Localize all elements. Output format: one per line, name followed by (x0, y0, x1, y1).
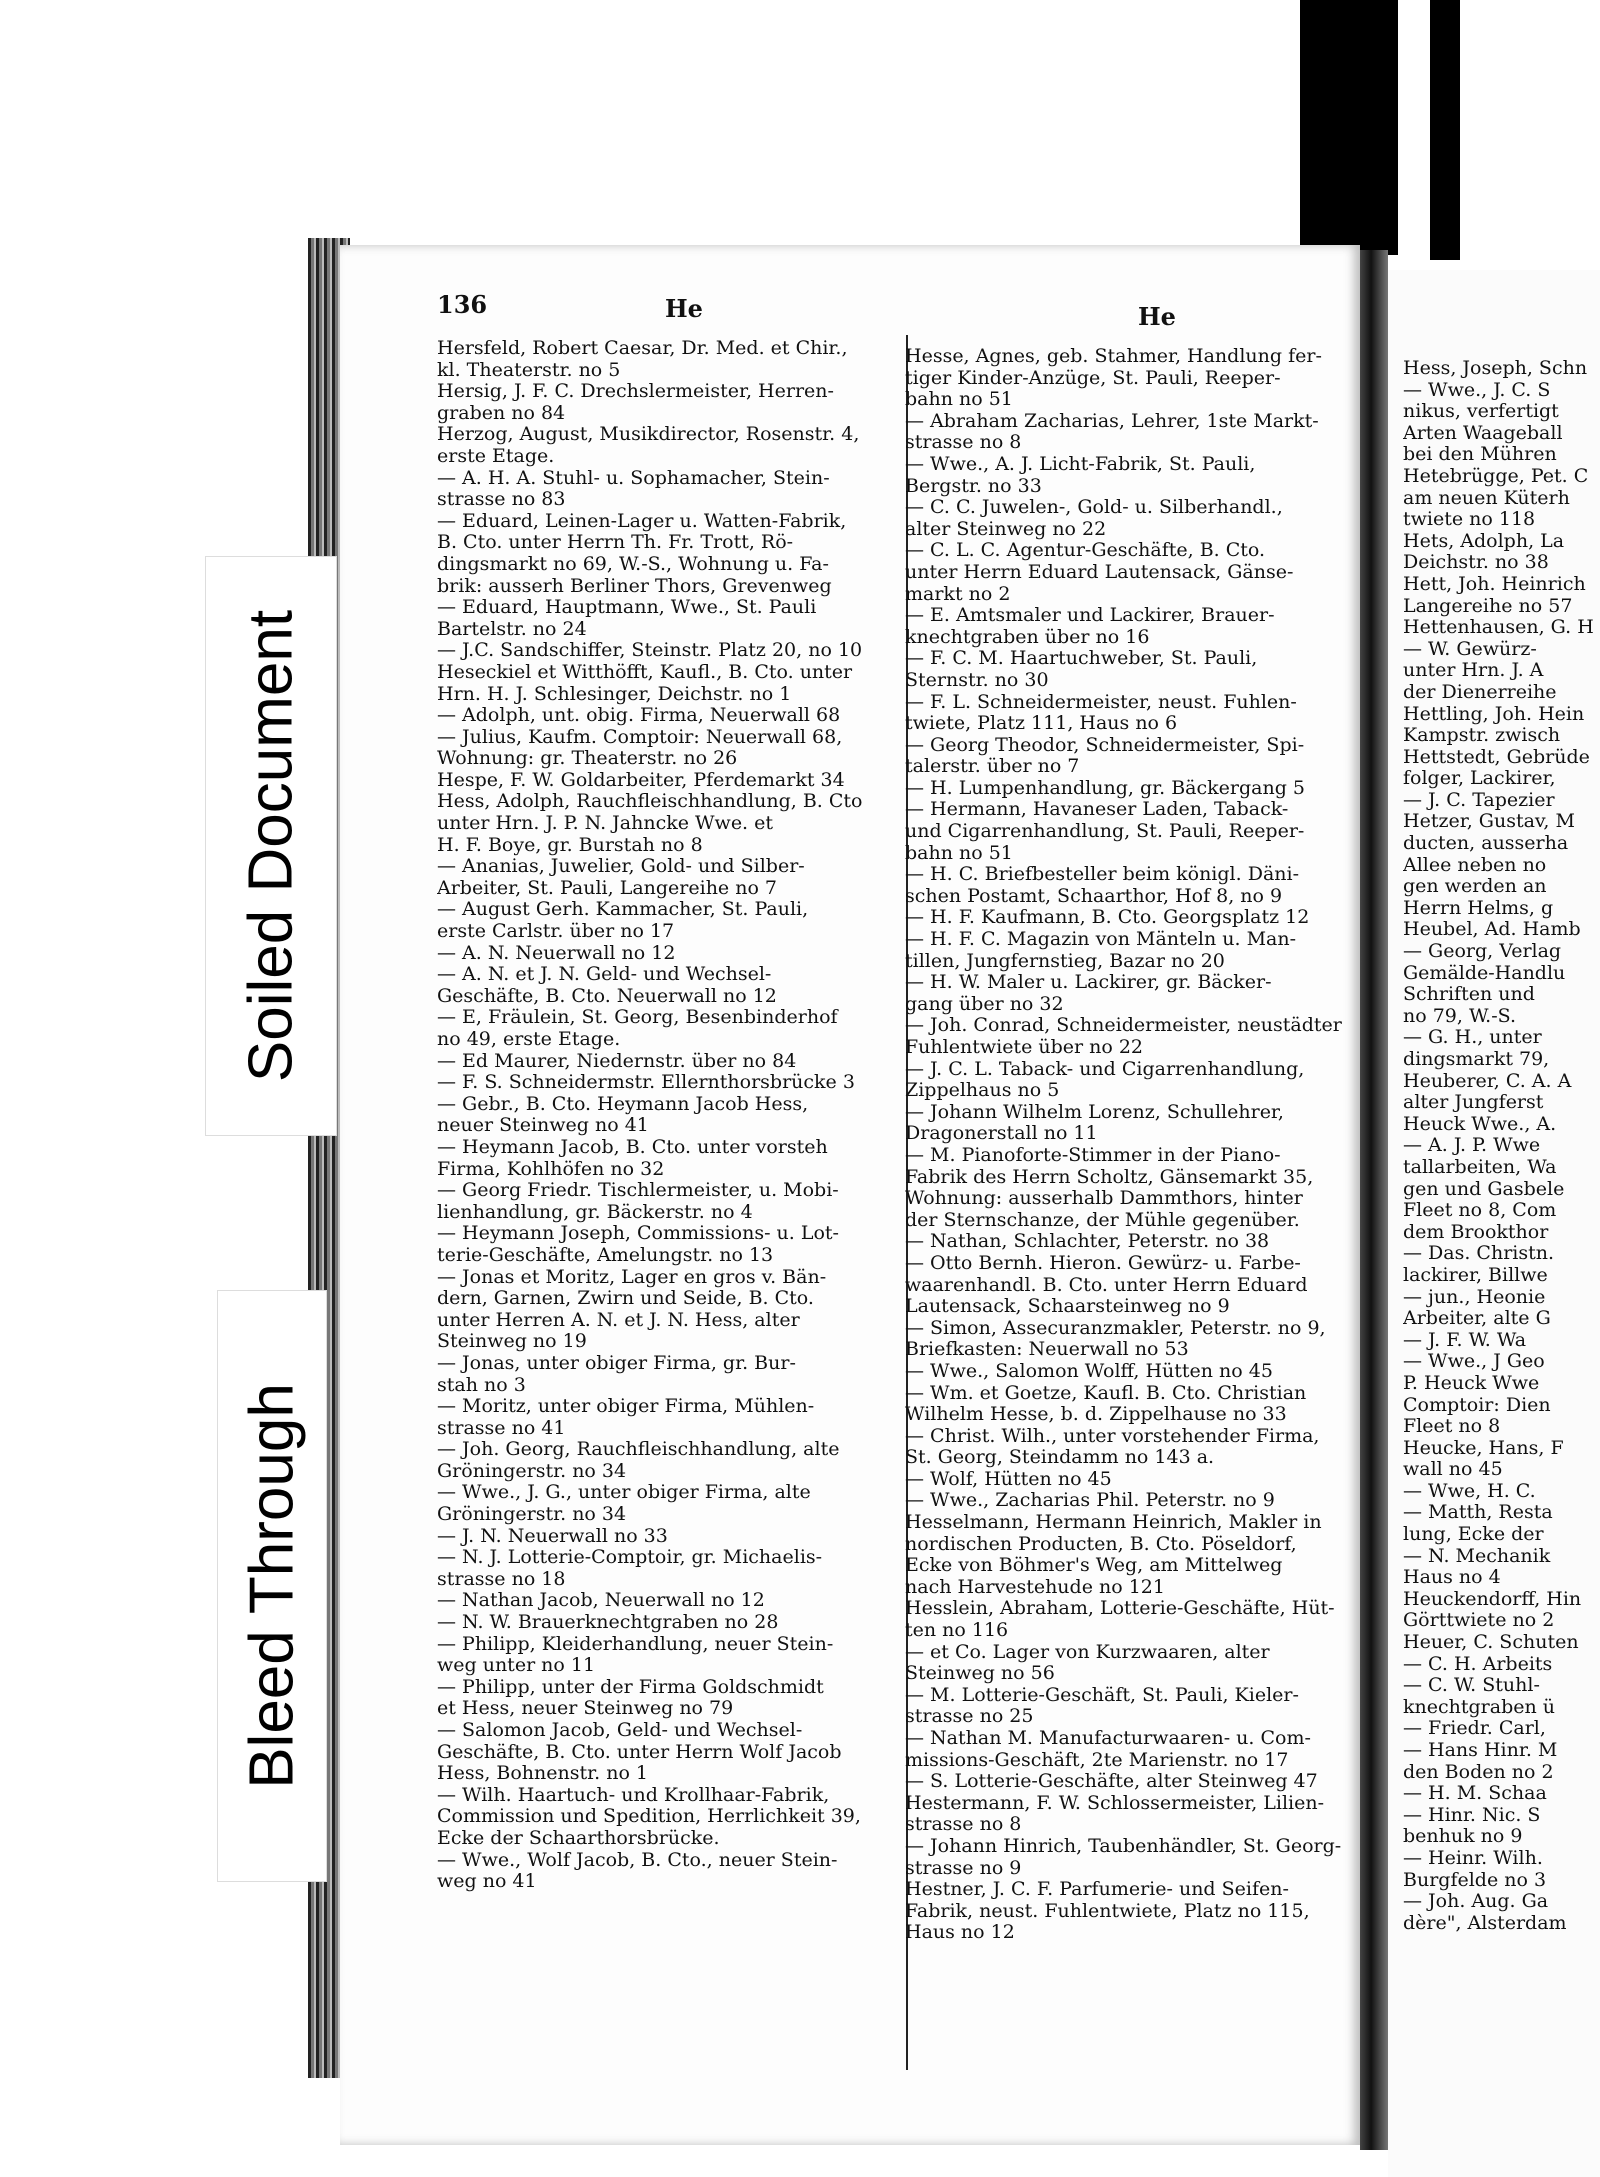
entry-line: Haus no 4 (1403, 1567, 1501, 1589)
entry-line: unter Hrn. J. A (1403, 660, 1544, 682)
entry-line: nordischen Producten, B. Cto. Pöseldorf, (905, 1533, 1297, 1555)
entry-line: — Abraham Zacharias, Lehrer, 1ste Markt- (905, 410, 1319, 432)
entry-line: — Nathan, Schlachter, Peterstr. no 38 (905, 1231, 1270, 1253)
entry-line: — H. C. Briefbesteller beim königl. Däni- (905, 864, 1299, 886)
entry-line: Hersig, J. F. C. Drechslermeister, Herren- (437, 381, 834, 403)
entry-line: Fuhlentwiete über no 22 (905, 1037, 1144, 1058)
left-column (437, 338, 897, 1893)
entry-line: Dragonerstall no 11 (905, 1123, 1098, 1145)
entry-line: — Moritz, unter obiger Firma, Mühlen- (437, 1396, 815, 1418)
entry-line: — Heymann Jacob, B. Cto. unter vorsteh (437, 1136, 828, 1158)
entry-line: Arbeiter, alte G (1403, 1308, 1551, 1330)
entry-line: — Heinr. Wilh. (1403, 1847, 1543, 1869)
entry-line: — A. J. P. Wwe (1403, 1135, 1541, 1157)
entry-line: — Das. Christn. (1403, 1243, 1555, 1265)
entry-line: knechtgraben über no 16 (905, 626, 1150, 648)
entry-line: waarenhandl. B. Cto. unter Herrn Eduard (905, 1274, 1308, 1296)
entry-line: Hett, Joh. Heinrich (1403, 573, 1586, 595)
entry-line: schen Postamt, Schaarthor, Hof 8, no 9 (905, 885, 1283, 907)
entry-line: weg unter no 11 (437, 1655, 596, 1677)
entry-line: — jun., Heonie (1403, 1286, 1546, 1308)
right-column (905, 346, 1357, 1944)
entry-line: — Simon, Assecuranzmakler, Peterstr. no 9, (905, 1317, 1326, 1339)
entry-line: — Adolph, unt. obig. Firma, Neuerwall 68 (437, 705, 841, 727)
entry-line: erste Etage. (437, 445, 555, 467)
entry-line: et Hess, neuer Steinweg no 79 (437, 1698, 734, 1720)
entry-line: Heseckiel et Witthöfft, Kaufl., B. Cto. unter (437, 661, 853, 683)
entry-line: Hesselmann, Hermann Heinrich, Makler in (905, 1512, 1322, 1534)
entry-line: — J. F. W. Wa (1403, 1329, 1527, 1351)
entry-line: wall no 45 (1403, 1459, 1503, 1481)
entry-line: dingsmarkt 79, (1403, 1049, 1550, 1070)
entry-line: Gemälde-Handlu (1403, 962, 1566, 984)
entry-line: strasse no 8 (905, 1814, 1022, 1836)
entry-line: — Joh. Aug. Ga (1403, 1891, 1549, 1913)
entry-line: — Georg Friedr. Tischlermeister, u. Mobi- (437, 1180, 839, 1202)
entry-line: — F. C. M. Haartuchweber, St. Pauli, (905, 648, 1258, 670)
entry-line: — Ananias, Juwelier, Gold- und Silber- (437, 856, 805, 878)
entry-line: Fleet no 8, Com (1403, 1200, 1557, 1222)
entry-line: — Joh. Conrad, Schneidermeister, neustädter (905, 1015, 1342, 1037)
entry-line: bahn no 51 (905, 389, 1013, 411)
entry-line: Comptoir: Dien (1403, 1394, 1551, 1416)
entry-line: — A. N. et J. N. Geld- und Wechsel- (437, 964, 772, 986)
entry-line: twiete no 118 (1403, 509, 1536, 531)
entry-line: ten no 116 (905, 1620, 1009, 1642)
entry-line: Fleet no 8 (1403, 1416, 1501, 1438)
entry-line: — Matth, Resta (1403, 1502, 1553, 1524)
entry-line: erste Carlstr. über no 17 (437, 921, 675, 943)
entry-line: strasse no 8 (905, 432, 1022, 454)
entry-line: Ecke von Böhmer's Weg, am Mittelweg (905, 1555, 1283, 1577)
soiled-document-tag (205, 556, 337, 1136)
entry-line: Hess, Joseph, Schn (1403, 358, 1588, 379)
entry-line: Burgfelde no 3 (1403, 1869, 1547, 1891)
entry-line: gang über no 32 (905, 993, 1064, 1015)
entry-line: — Joh. Georg, Rauchfleischhandlung, alte (437, 1439, 840, 1461)
entry-line: — F. L. Schneidermeister, neust. Fuhlen- (905, 691, 1297, 713)
entry-line: — Wwe., J. G., unter obiger Firma, alte (437, 1482, 811, 1504)
entry-line: kl. Theaterstr. no 5 (437, 359, 621, 381)
entry-line: talerstr. über no 7 (905, 756, 1080, 778)
entry-line: folger, Lackirer, (1403, 768, 1556, 790)
entry-line: — Otto Bernh. Hieron. Gewürz- u. Farbe- (905, 1252, 1301, 1274)
entry-line: — A. N. Neuerwall no 12 (437, 942, 676, 964)
entry-line: Arbeiter, St. Pauli, Langereihe no 7 (437, 877, 778, 899)
entry-line: — E, Fräulein, St. Georg, Besenbinderhof (437, 1007, 838, 1029)
entry-line: — N. W. Brauerknechtgraben no 28 (437, 1612, 779, 1634)
entry-line: Hesslein, Abraham, Lotterie-Geschäfte, Hüt- (905, 1598, 1335, 1620)
entry-line: Hess, Adolph, Rauchfleischhandlung, B. Cto (437, 791, 863, 813)
entry-line: — Wilh. Haartuch- und Krollhaar-Fabrik, (437, 1784, 830, 1806)
entry-line: — Hermann, Havaneser Laden, Taback- (905, 799, 1289, 821)
entry-line: — C. W. Stuhl- (1403, 1675, 1540, 1697)
entry-line: no 79, W.-S. (1403, 1005, 1517, 1027)
entry-line: strasse no 83 (437, 489, 566, 511)
entry-line: dem Brookthor (1403, 1221, 1549, 1243)
entry-line: unter Herrn Eduard Lautensack, Gänse- (905, 561, 1294, 583)
entry-line: — Wwe., Wolf Jacob, B. Cto., neuer Stein- (437, 1849, 838, 1871)
entry-line: — Wwe., J Geo (1403, 1351, 1545, 1373)
entry-line: und Cigarrenhandlung, St. Pauli, Reeper- (905, 821, 1305, 843)
entry-line: P. Heuck Wwe (1403, 1372, 1540, 1394)
entry-line: dern, Garnen, Zwirn und Seide, B. Cto. (437, 1288, 814, 1310)
entry-line: — Nathan M. Manufacturwaaren- u. Com- (905, 1728, 1311, 1749)
entry-line: Gröningerstr. no 34 (437, 1460, 627, 1482)
entry-line: Fabrik, neust. Fuhlentwiete, Platz no 115, (905, 1900, 1310, 1922)
bleed-through-label: Bleed Through (237, 1383, 307, 1789)
entry-line: twiete, Platz 111, Haus no 6 (905, 713, 1178, 735)
entry-line: — Wwe., Zacharias Phil. Peterstr. no 9 (905, 1490, 1275, 1512)
entry-line: Sternstr. no 30 (905, 669, 1049, 691)
entry-line: knechtgraben ü (1403, 1696, 1555, 1718)
entry-line: Langereihe no 57 (1403, 595, 1573, 617)
entry-line: Allee neben no (1403, 854, 1547, 876)
entry-line: strasse no 9 (905, 1857, 1022, 1879)
right-black-bar (1430, 0, 1460, 260)
entry-line: — Wwe, H. C. (1403, 1480, 1536, 1502)
entry-line: lackirer, Billwe (1403, 1264, 1548, 1286)
page-number: 136 (437, 290, 488, 319)
entry-line: Haus no 12 (905, 1922, 1015, 1944)
entry-line: lienhandlung, gr. Bäckerstr. no 4 (437, 1201, 753, 1223)
page-header-left: He (665, 294, 703, 323)
entry-line: — S. Lotterie-Geschäfte, alter Steinweg 47 (905, 1771, 1318, 1793)
entry-line: lung, Ecke der (1403, 1524, 1544, 1546)
entry-line: Hesse, Agnes, geb. Stahmer, Handlung fer- (905, 346, 1322, 367)
entry-line: Heuckendorff, Hin (1403, 1588, 1582, 1610)
entry-line: Steinweg no 56 (905, 1663, 1055, 1685)
entry-line: gen und Gasbele (1403, 1178, 1565, 1200)
entry-line: strasse no 25 (905, 1706, 1034, 1728)
entry-line: am neuen Küterh (1403, 487, 1570, 509)
entry-line: brik: ausserh Berliner Thors, Grevenweg (437, 575, 832, 597)
entry-line: markt no 2 (905, 583, 1011, 605)
entry-line: no 49, erste Etage. (437, 1029, 621, 1050)
entry-line: Kampstr. zwisch (1403, 725, 1561, 747)
entry-line: benhuk no 9 (1403, 1826, 1523, 1848)
entry-line: Herrn Helms, g (1403, 897, 1554, 919)
entry-line: der Sternschanze, der Mühle gegenüber. (905, 1209, 1300, 1231)
entry-line: unter Hrn. J. P. N. Jahncke Wwe. et (437, 813, 774, 835)
entry-line: Ecke der Schaarthorsbrücke. (437, 1827, 720, 1849)
entry-line: Herzog, August, Musikdirector, Rosenstr. 4, (437, 424, 860, 446)
entry-line: — Philipp, unter der Firma Goldschmidt (437, 1676, 824, 1698)
entry-line: stah no 3 (437, 1374, 526, 1396)
entry-line: Bartelstr. no 24 (437, 618, 587, 640)
entry-line: Arten Waageball (1403, 422, 1563, 444)
entry-line: — Georg, Verlag (1403, 941, 1562, 963)
entry-line: — Ed Maurer, Niedernstr. über no 84 (437, 1050, 797, 1072)
entry-line: den Boden no 2 (1403, 1761, 1554, 1783)
entry-line: Görttwiete no 2 (1403, 1610, 1555, 1632)
entry-line: — Wwe., A. J. Licht-Fabrik, St. Pauli, (905, 453, 1256, 475)
entry-line: — Hans Hinr. M (1403, 1740, 1558, 1761)
entry-line: missions-Geschäft, 2te Marienstr. no 17 (905, 1749, 1289, 1771)
entry-line: der Dienerreihe (1403, 681, 1557, 703)
entry-line: tiger Kinder-Anzüge, St. Pauli, Reeper- (905, 367, 1281, 389)
entry-line: Deichstr. no 38 (1403, 552, 1549, 574)
entry-line: Hettenhausen, G. H (1403, 617, 1594, 639)
bleed-through-tag (217, 1290, 327, 1882)
entry-line: strasse no 18 (437, 1568, 566, 1590)
entry-line: Bergstr. no 33 (905, 475, 1042, 497)
entry-line: Hestner, J. C. F. Parfumerie- und Seifen- (905, 1879, 1289, 1901)
entry-line: nach Harvestehude no 121 (905, 1576, 1165, 1598)
entry-line: — C. H. Arbeits (1403, 1653, 1553, 1675)
entry-line: — Hinr. Nic. S (1403, 1804, 1541, 1826)
entry-line: Wilhelm Hesse, b. d. Zippelhause no 33 (905, 1404, 1287, 1426)
entry-line: — H. M. Schaa (1403, 1783, 1547, 1805)
entry-line: Hess, Bohnenstr. no 1 (437, 1763, 649, 1785)
entry-line: — J.C. Sandschiffer, Steinstr. Platz 20, no 10 (437, 640, 863, 662)
entry-line: Heuberer, C. A. A (1403, 1070, 1572, 1092)
entry-line: — Eduard, Leinen-Lager u. Watten-Fabrik, (437, 510, 847, 532)
entry-line: Geschäfte, B. Cto. unter Herrn Wolf Jacob (437, 1741, 842, 1763)
entry-line: — et Co. Lager von Kurzwaaren, alter (905, 1641, 1270, 1663)
entry-line: terie-Geschäfte, Amelungstr. no 13 (437, 1244, 774, 1266)
entry-line: — Johann Wilhelm Lorenz, Schullehrer, (905, 1101, 1284, 1123)
entry-line: — Salomon Jacob, Geld- und Wechsel- (437, 1720, 803, 1741)
entry-line: — Wwe., J. C. S (1403, 379, 1551, 401)
entry-line: Hettstedt, Gebrüde (1403, 746, 1590, 768)
entry-line: Wohnung: ausserhalb Dammthors, hinter (905, 1188, 1303, 1210)
entry-line: — M. Pianoforte-Stimmer in der Piano- (905, 1144, 1281, 1166)
entry-line: Heuer, C. Schuten (1403, 1632, 1579, 1654)
entry-line: — H. F. Kaufmann, B. Cto. Georgsplatz 12 (905, 907, 1310, 929)
entry-line: Fabrik des Herrn Scholtz, Gänsemarkt 35, (905, 1166, 1314, 1188)
page-header-right: He (1138, 302, 1176, 331)
entry-line: Hets, Adolph, La (1403, 530, 1565, 552)
entry-line: weg no 41 (437, 1871, 537, 1893)
entry-line: Wohnung: gr. Theaterstr. no 26 (437, 748, 738, 770)
entry-line: — Friedr. Carl, (1403, 1718, 1546, 1740)
entry-line: bahn no 51 (905, 842, 1013, 864)
entry-line: — J. C. Tapezier (1403, 789, 1555, 811)
entry-line: — August Gerh. Kammacher, St. Pauli, (437, 899, 809, 921)
entry-line: dingsmarkt no 69, W.-S., Wohnung u. Fa- (437, 553, 829, 575)
entry-line: tillen, Jungfernstieg, Bazar no 20 (905, 950, 1225, 972)
entry-line: — E. Amtsmaler und Lackirer, Brauer- (905, 605, 1275, 627)
entry-line: Hrn. H. J. Schlesinger, Deichstr. no 1 (437, 683, 792, 705)
entry-line: Gröningerstr. no 34 (437, 1504, 627, 1526)
entry-line: dère", Alsterdam (1403, 1912, 1567, 1934)
entry-line: unter Herren A. N. et J. N. Hess, alter (437, 1309, 800, 1331)
soiled-document-label: Soiled Document (236, 609, 306, 1083)
entry-line: — Jonas, unter obiger Firma, gr. Bur- (437, 1352, 796, 1374)
entry-line: gen werden an (1403, 876, 1547, 898)
entry-line: — G. H., unter (1403, 1027, 1542, 1049)
entry-line: — H. W. Maler u. Lackirer, gr. Bäcker- (905, 972, 1272, 994)
entry-line: Heucke, Hans, F (1403, 1437, 1564, 1459)
entry-line: — Georg Theodor, Schneidermeister, Spi- (905, 734, 1305, 756)
entry-line: strasse no 41 (437, 1417, 566, 1439)
entry-line: Hettling, Joh. Hein (1403, 703, 1585, 725)
entry-line: Schriften und (1403, 984, 1535, 1006)
entry-line: — A. H. A. Stuhl- u. Sophamacher, Stein- (437, 467, 830, 489)
next-page-column (1403, 358, 1594, 1934)
entry-line: B. Cto. unter Herrn Th. Fr. Trott, Rö- (437, 532, 794, 554)
entry-line: — C. L. C. Agentur-Geschäfte, B. Cto. (905, 540, 1266, 562)
next-page (1388, 270, 1600, 2177)
book-gutter (1360, 250, 1388, 2150)
entry-line: — N. Mechanik (1403, 1545, 1551, 1567)
entry-line: — Christ. Wilh., unter vorstehender Firma, (905, 1425, 1320, 1447)
entry-line: Geschäfte, B. Cto. Neuerwall no 12 (437, 985, 777, 1007)
entry-line: — M. Lotterie-Geschäft, St. Pauli, Kieler- (905, 1684, 1299, 1706)
entry-line: neuer Steinweg no 41 (437, 1115, 649, 1137)
entry-line: — Philipp, Kleiderhandlung, neuer Stein- (437, 1633, 834, 1655)
entry-line: — Wwe., Salomon Wolff, Hütten no 45 (905, 1360, 1273, 1382)
entry-line: — Jonas et Moritz, Lager en gros v. Bän- (437, 1266, 827, 1288)
entry-line: — N. J. Lotterie-Comptoir, gr. Michaelis- (437, 1547, 823, 1569)
entry-line: Hetzer, Gustav, M (1403, 811, 1575, 833)
entry-line: bei den Mühren (1403, 444, 1557, 466)
entry-line: Heuck Wwe., A. (1403, 1113, 1557, 1135)
entry-line: graben no 84 (437, 402, 566, 424)
entry-line: — Wolf, Hütten no 45 (905, 1468, 1112, 1490)
entry-line: Commission und Spedition, Herrlichkeit 39, (437, 1806, 861, 1828)
entry-line: — F. S. Schneidermstr. Ellernthorsbrücke 3 (437, 1072, 855, 1094)
entry-line: Hestermann, F. W. Schlossermeister, Lilien- (905, 1792, 1325, 1814)
entry-line: — C. C. Juwelen-, Gold- u. Silberhandl., (905, 497, 1283, 519)
entry-line: ducten, ausserha (1403, 833, 1569, 855)
entry-line: — Wm. et Goetze, Kaufl. B. Cto. Christian (905, 1382, 1307, 1404)
entry-line: nikus, verfertigt (1403, 401, 1559, 423)
entry-line: Heubel, Ad. Hamb (1403, 919, 1581, 941)
entry-line: — Eduard, Hauptmann, Wwe., St. Pauli (437, 597, 817, 619)
entry-line: Firma, Kohlhöfen no 32 (437, 1158, 665, 1180)
entry-line: — H. F. C. Magazin von Mänteln u. Man- (905, 929, 1297, 951)
entry-line: St. Georg, Steindamm no 143 a. (905, 1447, 1215, 1469)
entry-line: — Johann Hinrich, Taubenhändler, St. Georg- (905, 1835, 1342, 1857)
entry-line: — J. N. Neuerwall no 33 (437, 1525, 668, 1547)
entry-line: — Julius, Kaufm. Comptoir: Neuerwall 68, (437, 726, 843, 748)
entry-line: H. F. Boye, gr. Burstah no 8 (437, 834, 703, 856)
entry-line: — Gebr., B. Cto. Heymann Jacob Hess, (437, 1093, 809, 1115)
entry-line: — Heymann Joseph, Commissions- u. Lot- (437, 1223, 839, 1245)
entry-line: tallarbeiten, Wa (1403, 1156, 1557, 1178)
entry-line: — W. Gewürz- (1403, 638, 1537, 660)
entry-line: Zippelhaus no 5 (905, 1080, 1060, 1102)
entry-line: — Nathan Jacob, Neuerwall no 12 (437, 1590, 765, 1612)
entry-line: — H. Lumpenhandlung, gr. Bäckergang 5 (905, 777, 1305, 799)
entry-line: Hetebrügge, Pet. C (1403, 465, 1589, 487)
entry-line: Lautensack, Schaarsteinweg no 9 (905, 1296, 1230, 1318)
entry-line: alter Steinweg no 22 (905, 518, 1107, 540)
entry-line: Hersfeld, Robert Caesar, Dr. Med. et Chir., (437, 338, 848, 359)
entry-line: — J. C. L. Taback- und Cigarrenhandlung, (905, 1058, 1305, 1080)
entry-line: Steinweg no 19 (437, 1331, 587, 1353)
entry-line: Briefkasten: Neuerwall no 53 (905, 1339, 1189, 1361)
top-black-bar (1300, 0, 1398, 255)
entry-line: Hespe, F. W. Goldarbeiter, Pferdemarkt 34 (437, 769, 845, 791)
entry-line: alter Jungferst (1403, 1092, 1544, 1114)
